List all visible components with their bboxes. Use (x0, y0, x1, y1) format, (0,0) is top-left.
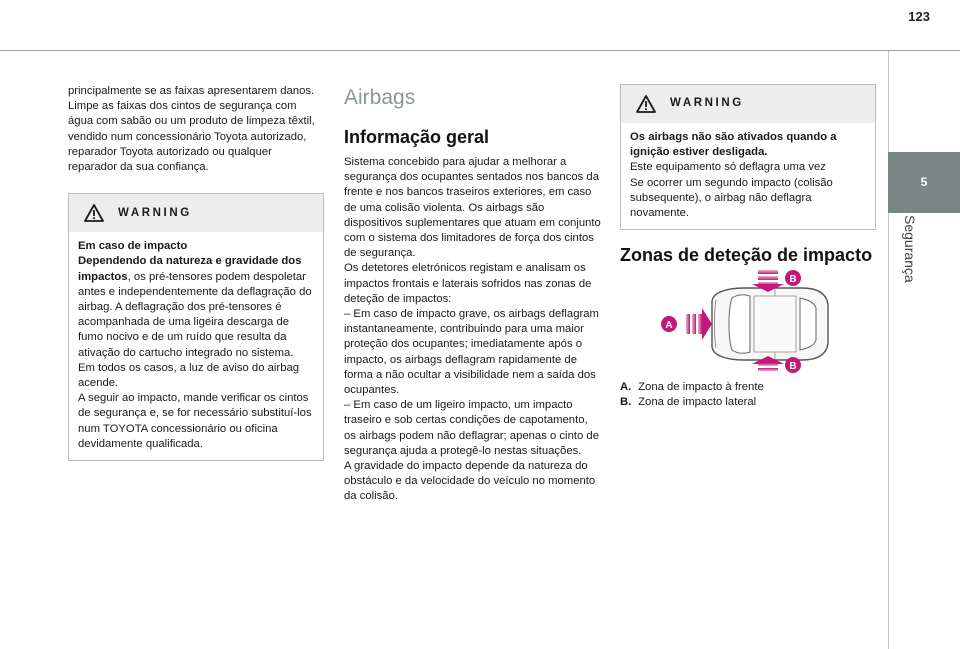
warning-triangle-icon (636, 95, 656, 113)
warning-triangle-icon (84, 204, 104, 222)
warning-header (69, 194, 323, 232)
intro-text-2: Limpe as faixas dos cintos de segurança com água com sabão ou um produto de limpeza têxtil, vendido num concessionário Toyota autorizado, reparador Toyota autorizado ou qualquer reparador da sua confiança. (68, 100, 315, 174)
page-number: 123 (908, 9, 930, 24)
warning-bold-text: Os airbags não são ativados quando a ignição estiver desligada. (630, 131, 837, 159)
chapter-tab[interactable]: 5 (888, 152, 960, 213)
label-b-bottom-badge (785, 357, 801, 373)
section-title: Airbags (344, 86, 416, 109)
warning-body-text-2: Se ocorrer um segundo impacto (colisão subsequente), o airbag não deflagra novamente. (630, 176, 833, 220)
label-a-badge (661, 316, 677, 332)
car-impact-diagram (620, 270, 876, 374)
warning-body (69, 232, 323, 460)
svg-text:A: A (665, 320, 673, 332)
paragraph-1: Sistema concebido para ajudar a melhorar a segurança dos ocupantes sentados nos bancos da frente e nos bancos traseiros exteriores, em caso de uma colisão violenta. Os airbags são dispositivos suplementares que atuam em conjunto com o sistema dos limitadores de força dos cintos de segurança. (344, 156, 601, 260)
paragraph-5: A gravidade do impacto depende da natureza do obstáculo e da velocidade do veículo no momento da colisão. (344, 460, 596, 503)
warning-box-airbag (620, 84, 876, 230)
subsection-title: Zonas de deteção de impacto (620, 245, 873, 266)
subsection-title: Informação geral (344, 127, 490, 147)
paragraph-3: – Em caso de impacto grave, os airbags deflagram instantaneamente, contribuindo para uma maior proteção dos ocupantes; imediatamente após o impacto, os airbags deflagram rapidamente de forma a não ocultar a visibilidade nem a saída dos ocupantes. (344, 308, 599, 397)
paragraph-4: – Em caso de um ligeiro impacto, um impacto traseiro e sob certas condições de capotamento, os airbags podem não deflagrar; apenas o cinto de segurança ajuda a protegê-lo nestas situações. (344, 399, 599, 457)
warning-body-text: Este equipamento só deflagra uma vez (630, 161, 826, 174)
label-b-top-badge (785, 270, 801, 286)
impact-zones-figure (620, 270, 876, 374)
header-rule (0, 50, 960, 51)
sidebar-divider (888, 51, 889, 649)
warning-bold-line: Em caso de impacto (78, 240, 188, 253)
warning-line-3: A seguir ao impacto, mande verificar os cintos de segurança e, se for necessário substituí-los num TOYOTA concessionário ou oficina devidamente qualificada. (78, 392, 312, 450)
warning-box-seatbelt (68, 193, 324, 461)
warning-header (621, 85, 875, 123)
warning-line-2: Em todos os casos, a luz de aviso do airbag acende. (78, 361, 300, 390)
column-2 (344, 84, 602, 505)
warning-body (621, 123, 875, 229)
intro-text-1: principalmente se as faixas apresentarem danos. (68, 85, 315, 97)
figure-legend (620, 380, 876, 410)
car-top-view (712, 288, 828, 360)
warning-title: WARNING (670, 97, 744, 110)
warning-bold-lead: Dependendo da natureza e gravidade dos impactos (78, 255, 302, 283)
column-1 (68, 84, 324, 461)
svg-text:B: B (789, 361, 797, 373)
warning-title: WARNING (118, 206, 192, 219)
warning-body-text: , os pré-tensores podem despoletar antes e independentemente da deflagração do airbag. A deflagração dos pré-tensores é acompanhada de uma ligeira descarga de fumo nocivo e de um ruído que resulta da ativação do cartucho integrado no sistema. (78, 270, 312, 359)
paragraph-2: Os detetores eletrónicos registam e analisam os impactos frontais e laterais sofridos nas zonas de deteção de impactos: (344, 262, 592, 305)
legend-item-b: B. Zona de impacto lateral (620, 396, 757, 409)
chapter-title: Segurança (902, 215, 918, 283)
front-impact-arrow (686, 308, 712, 340)
column-3 (620, 84, 876, 411)
svg-text:B: B (789, 274, 797, 286)
legend-item-a: A. Zona de impacto à frente (620, 381, 764, 394)
